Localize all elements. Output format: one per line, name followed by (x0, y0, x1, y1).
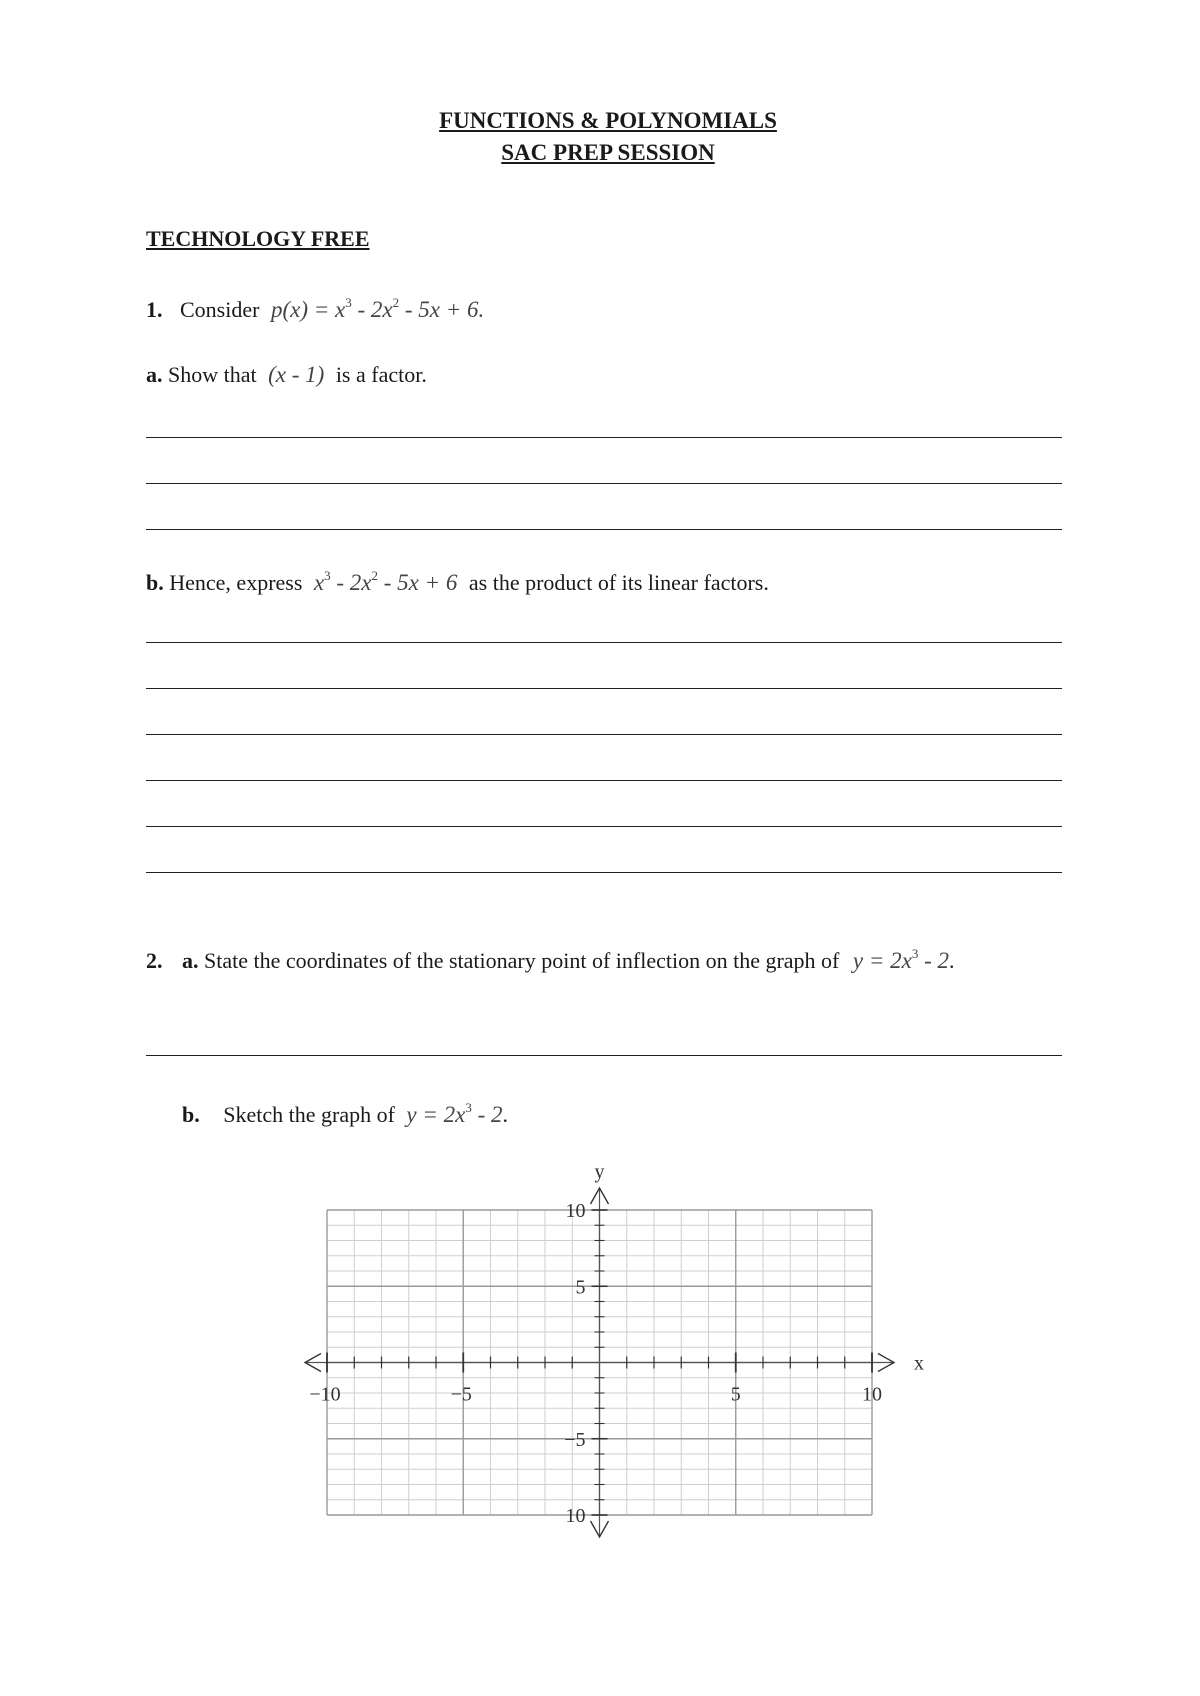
y-tick-label: 10 (565, 1200, 586, 1222)
question-1a (146, 362, 427, 388)
question-1a-text-after: is a factor. (335, 362, 427, 387)
question-1-stem (146, 295, 484, 323)
question-2b-text-after: . (502, 1102, 509, 1127)
question-2b-text-before: Sketch the graph of (223, 1102, 395, 1127)
question-2a-text-after: . (949, 948, 955, 973)
question-2a-math: $y = 2x^3 - 2$ (852, 946, 949, 973)
answer-line[interactable] (146, 483, 1062, 484)
question-2a-text-before: State the coordinates of the stationary point of inflection on the graph of (204, 948, 840, 973)
question-1b-math: $x^3 - 2x^2 - 5x + 6$ (313, 568, 458, 595)
x-tick-label: −10 (309, 1383, 341, 1406)
question-1b-label: b. (146, 570, 164, 595)
x-tick-label: −5 (450, 1383, 472, 1406)
question-1-math: $p(x) = x^3 - 2x^2 - 5x + 6$. (270, 295, 485, 322)
answer-line[interactable] (146, 642, 1062, 643)
question-1a-text-before: Show that (168, 362, 257, 387)
question-2b (182, 1100, 508, 1128)
question-2b-math: $y = 2x^3 - 2$ (406, 1100, 503, 1127)
question-1b (146, 568, 769, 596)
y-tick-label: −5 (564, 1428, 586, 1451)
x-axis-label: x (914, 1352, 924, 1375)
answer-line[interactable] (146, 734, 1062, 735)
question-1b-text-after: as the product of its linear factors. (468, 570, 769, 595)
question-2b-label: b. (182, 1102, 200, 1127)
x-tick-label: 5 (730, 1383, 741, 1406)
y-tick-label: 5 (575, 1276, 586, 1299)
question-1-text: Consider (180, 297, 260, 322)
answer-line[interactable] (146, 872, 1062, 873)
answer-line[interactable] (146, 826, 1062, 827)
y-axis-label: y (594, 1161, 605, 1183)
question-2a-label: a. (182, 948, 199, 973)
y-tick-label: 10 (565, 1505, 586, 1527)
question-2-number: 2. (146, 948, 163, 973)
question-2a (146, 946, 955, 974)
answer-line[interactable] (146, 780, 1062, 781)
section-heading: TECHNOLOGY FREE (146, 226, 370, 251)
sketch-grid[interactable] (280, 1145, 940, 1555)
answer-line[interactable] (146, 1055, 1062, 1056)
answer-line[interactable] (146, 688, 1062, 689)
question-1b-text-before: Hence, express (169, 570, 303, 595)
question-1a-label: a. (146, 362, 163, 387)
title-line-1: FUNCTIONS & POLYNOMIALS (439, 108, 777, 133)
answer-line[interactable] (146, 437, 1062, 438)
question-1-number: 1. (146, 297, 163, 322)
question-1a-math: (x - 1) (268, 362, 325, 387)
answer-line[interactable] (146, 529, 1062, 530)
x-tick-label: 10 (862, 1383, 882, 1406)
title-line-2: SAC PREP SESSION (501, 140, 715, 165)
